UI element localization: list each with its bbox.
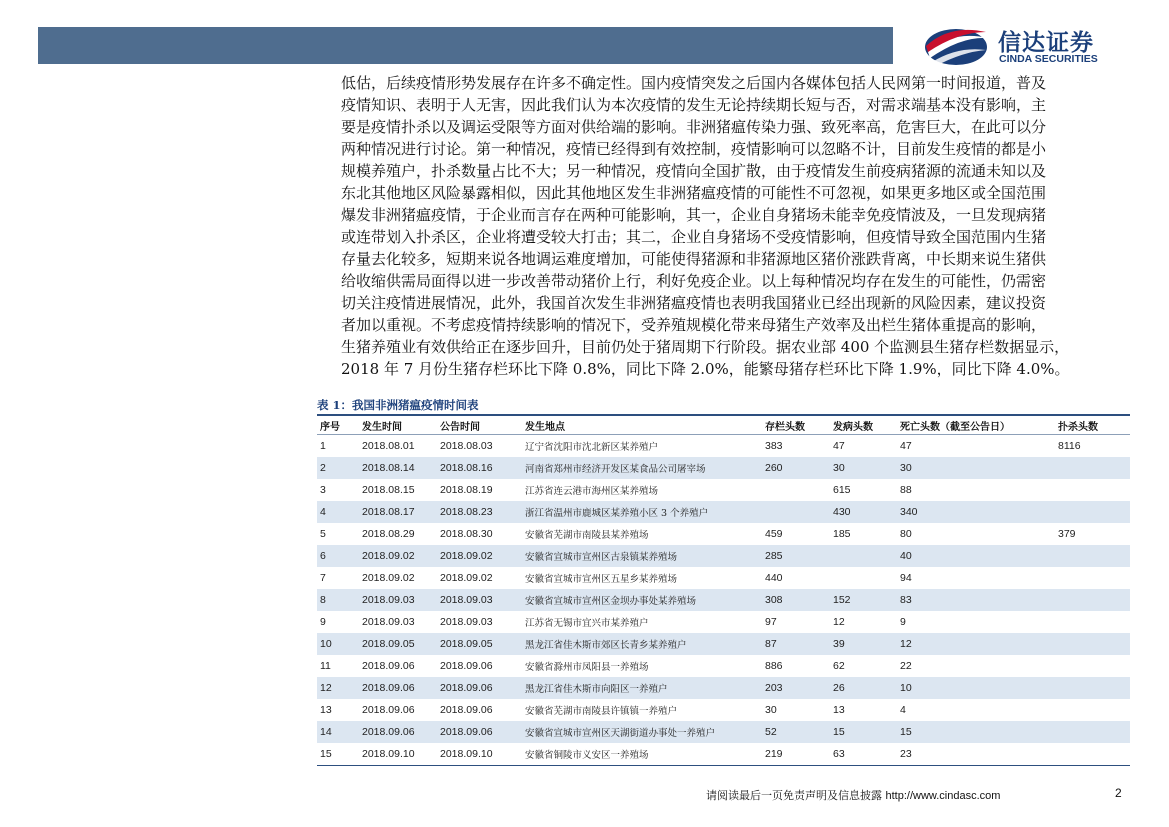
cell-culled [1055,721,1130,743]
cell-location: 黑龙江省佳木斯市郊区长青乡某养殖户 [522,633,762,655]
paragraph-line: 两种情况进行讨论。第一种情况，疫情已经得到有效控制，疫情影响可以忽略不计，目前发生疫情的都是小 [341,140,1047,158]
table-row [317,567,1130,589]
cell-stock: 459 [765,528,783,540]
table-row [317,743,1130,766]
cell-sick: 430 [830,501,897,523]
cell-sick: 30 [830,457,897,479]
cell-stock: 52 [762,721,830,743]
cell-stock: 87 [762,633,830,655]
cell-occur-date: 2018.08.29 [362,528,415,540]
cell-location: 黑龙江省佳木斯市向阳区一养殖户 [522,677,762,699]
cell-dead: 80 [900,528,912,540]
col-header-sick: 发病头数 [830,416,897,435]
cell-occur-date: 2018.09.03 [359,589,437,611]
page-number: 2 [1115,786,1122,800]
cell-stock: 886 [765,660,783,672]
table-row [317,655,1130,677]
cell-sick [830,567,897,589]
cell-culled [1055,743,1130,766]
cell-dead: 47 [900,440,912,452]
cell-dead: 83 [897,589,1055,611]
cell-dead: 23 [897,743,1055,766]
cell-no: 2 [317,457,359,479]
table-row [317,501,1130,523]
cell-no: 6 [317,545,359,567]
cell-location: 安徽省芜湖市南陵县某养殖场 [525,530,649,541]
cell-culled [1055,655,1130,677]
cell-occur-date: 2018.09.05 [359,633,437,655]
cell-location: 浙江省温州市鹿城区某养殖小区 3 个养殖户 [522,501,762,523]
cell-occur-date: 2018.09.02 [359,545,437,567]
cell-announce-date: 2018.09.03 [437,589,522,611]
table-row [317,699,1130,721]
col-header-stock: 存栏头数 [762,416,830,435]
paragraph-line: 疫情知识、表明于人无害，因此我们认为本次疫情的发生无论持续期长短与否，对需求端基本没有影响，主 [341,96,1047,114]
cell-culled [1055,479,1130,501]
cell-dead: 88 [900,484,912,496]
cell-location: 河南省郑州市经济开发区某食品公司屠宰场 [522,457,762,479]
cell-sick: 62 [833,660,845,672]
cell-location: 辽宁省沈阳市沈北新区某养殖户 [525,442,659,453]
cinda-logo [922,22,1142,68]
cell-announce-date: 2018.09.06 [440,660,493,672]
cell-dead: 30 [897,457,1055,479]
cell-dead: 94 [900,572,912,584]
table-row [317,589,1130,611]
paragraph-line: 要是疫情扑杀以及调运受限等方面对供给端的影响。非洲猪瘟传染力强、致死率高，危害巨大，在此可以分 [341,118,1047,136]
cell-dead: 12 [897,633,1055,655]
col-header-occur-date: 发生时间 [359,416,437,435]
disclaimer-text: 请阅读最后一页免责声明及信息披露 [706,789,882,802]
cell-location: 安徽省宣城市宣州区五星乡某养殖场 [525,574,678,585]
cell-announce-date: 2018.09.10 [437,743,522,766]
cell-announce-date: 2018.09.06 [440,704,493,716]
table-row [317,435,1130,458]
col-header-no: 序号 [317,416,359,435]
cell-no: 7 [320,572,326,584]
paragraph-line: 东北其他地区风险暴露相似，因此其他地区发生非洲猪瘟疫情的可能性不可忽视，如果更多地区或全国范围 [341,184,1047,202]
cell-announce-date: 2018.09.06 [437,677,522,699]
cinda-globe-icon [922,22,992,68]
col-header-announce-date: 公告时间 [437,416,522,435]
paragraph-line: 生猪养殖业有效供给正在逐步回升，目前仍处于猪周期下行阶段。据农业部 400 个监测县生猪存栏数据显示， [341,338,1070,356]
cell-location: 安徽省宣城市宣州区天湖街道办事处一养殖户 [522,721,762,743]
cell-culled [1055,567,1130,589]
cell-no: 13 [320,704,332,716]
cell-no: 3 [320,484,326,496]
cell-sick: 185 [833,528,851,540]
cell-no: 14 [317,721,359,743]
cell-culled [1055,611,1130,633]
cell-culled [1055,633,1130,655]
cell-culled [1055,699,1130,721]
cell-sick: 63 [830,743,897,766]
cell-no: 5 [320,528,326,540]
cell-sick [830,545,897,567]
cell-announce-date: 2018.08.16 [437,457,522,479]
cell-occur-date: 2018.08.01 [362,440,415,452]
cell-culled [1055,457,1130,479]
paragraph-line: 规模养殖户，扑杀数量占比不大；另一种情况，疫情向全国扩散，由于疫情发生前疫病猪源的流通未知以及 [341,162,1047,180]
cell-no: 8 [317,589,359,611]
cell-announce-date: 2018.08.03 [440,440,493,452]
cell-location: 安徽省宣城市宣州区古泉镇某养殖场 [522,545,762,567]
cell-announce-date: 2018.08.30 [440,528,493,540]
cell-announce-date: 2018.09.02 [440,572,493,584]
table-row [317,523,1130,545]
cell-sick: 13 [833,704,845,716]
table-row [317,479,1130,501]
cell-sick: 12 [833,616,845,628]
cell-stock: 440 [765,572,783,584]
cell-culled [1055,501,1130,523]
footer-disclaimer [706,787,1000,803]
cell-announce-date: 2018.09.03 [440,616,493,628]
table-row [317,721,1130,743]
cell-sick: 26 [830,677,897,699]
cell-occur-date: 2018.09.02 [362,572,415,584]
report-paragraph [341,72,1131,380]
cell-stock: 203 [762,677,830,699]
cell-stock: 30 [765,704,777,716]
cell-sick: 152 [830,589,897,611]
cell-no: 12 [317,677,359,699]
cell-occur-date: 2018.09.10 [359,743,437,766]
cell-occur-date: 2018.09.06 [359,677,437,699]
paragraph-line: 者加以重视。不考虑疫情持续影响的情况下，受养殖规模化带来母猪生产效率及出栏生猪体重提高的影响， [341,316,1047,334]
cell-no: 9 [320,616,326,628]
cell-dead: 40 [897,545,1055,567]
cell-occur-date: 2018.09.03 [362,616,415,628]
cell-announce-date: 2018.08.19 [440,484,493,496]
outbreak-table [317,416,1130,766]
paragraph-line: 2018 年 7 月份生猪存栏环比下降 0.8%，同比下降 2.0%，能繁母猪存栏环比下降 1.9%，同比下降 4.0%。 [341,360,1070,378]
cell-stock: 383 [765,440,783,452]
cell-stock: 308 [762,589,830,611]
cell-occur-date: 2018.09.06 [362,704,415,716]
cell-stock: 285 [762,545,830,567]
cell-occur-date: 2018.08.14 [359,457,437,479]
logo-english: CINDA SECURITIES [999,53,1098,65]
cell-occur-date: 2018.09.06 [359,721,437,743]
paragraph-line: 存量去化较多，短期来说各地调运难度增加，可能使得猪源和非猪源地区猪价涨跌背离，中长期来说生猪供 [341,250,1047,268]
cell-sick: 39 [830,633,897,655]
cell-dead: 22 [900,660,912,672]
cell-culled: 8116 [1058,440,1081,452]
paragraph-line: 低估，后续疫情形势发展存在许多不确定性。国内疫情突发之后国内各媒体包括人民网第一时间报道，普及 [341,74,1047,92]
cell-no: 10 [317,633,359,655]
cell-stock: 97 [765,616,777,628]
cell-dead: 340 [897,501,1055,523]
cell-culled [1055,589,1130,611]
col-header-location: 发生地点 [522,416,762,435]
cell-announce-date: 2018.09.05 [437,633,522,655]
cell-no: 11 [320,660,331,672]
cell-sick: 47 [833,440,845,452]
table-row [317,611,1130,633]
cell-sick: 615 [833,484,851,496]
cell-occur-date: 2018.08.15 [362,484,415,496]
cell-no: 15 [317,743,359,766]
logo-chinese: 信达证券 [998,30,1094,56]
cell-location: 安徽省铜陵市义安区一养殖场 [522,743,762,766]
footer-url-link[interactable]: http://www.cindasc.com [885,790,1001,802]
cell-stock [762,501,830,523]
cell-culled: 379 [1058,528,1076,540]
cell-stock: 219 [762,743,830,766]
cell-stock [762,479,830,501]
cell-dead: 15 [897,721,1055,743]
paragraph-line: 给收缩供需局面得以进一步改善带动猪价上行，利好免疫企业。以上每种情况均存在发生的可能性，仍需密 [341,272,1047,290]
cell-dead: 10 [897,677,1055,699]
paragraph-line: 爆发非洲猪瘟疫情，于企业而言存在两种可能影响，其一，企业自身猪场未能幸免疫情波及，一旦发现病猪 [341,206,1047,224]
cell-announce-date: 2018.09.06 [437,721,522,743]
header-bar [38,27,893,64]
cell-stock: 260 [762,457,830,479]
cell-announce-date: 2018.09.02 [437,545,522,567]
col-header-culled: 扑杀头数 [1055,416,1130,435]
table-row [317,545,1130,567]
cell-no: 1 [320,440,326,452]
table-caption: 表 1：我国非洲猪瘟疫情时间表 [317,398,479,412]
cell-no: 4 [317,501,359,523]
cell-announce-date: 2018.08.23 [437,501,522,523]
cell-dead: 9 [900,616,906,628]
table-row [317,457,1130,479]
table-row [317,677,1130,699]
cell-location: 江苏省无锡市宜兴市某养殖户 [525,618,649,629]
cell-culled [1055,545,1130,567]
table-header-row [317,416,1130,435]
paragraph-line: 切关注疫情进展情况，此外，我国首次发生非洲猪瘟疫情也表明我国猪业已经出现新的风险因素，建议投资 [341,294,1047,312]
cell-location: 江苏省连云港市海州区某养殖场 [525,486,659,497]
cell-location: 安徽省芜湖市南陵县许镇镇一养殖户 [525,706,678,717]
cell-location: 安徽省滁州市凤阳县一养殖场 [525,662,649,673]
table-row [317,633,1130,655]
cell-sick: 15 [830,721,897,743]
cell-occur-date: 2018.09.06 [362,660,415,672]
paragraph-line: 或连带划入扑杀区，企业将遭受较大打击；其二，企业自身猪场不受疫情影响，但疫情导致全国范围内生猪 [341,228,1047,246]
cell-occur-date: 2018.08.17 [359,501,437,523]
cell-culled [1055,677,1130,699]
cell-dead: 4 [900,704,906,716]
cell-location: 安徽省宣城市宣州区金坝办事处某养殖场 [522,589,762,611]
col-header-dead: 死亡头数（截至公告日） [897,416,1055,435]
